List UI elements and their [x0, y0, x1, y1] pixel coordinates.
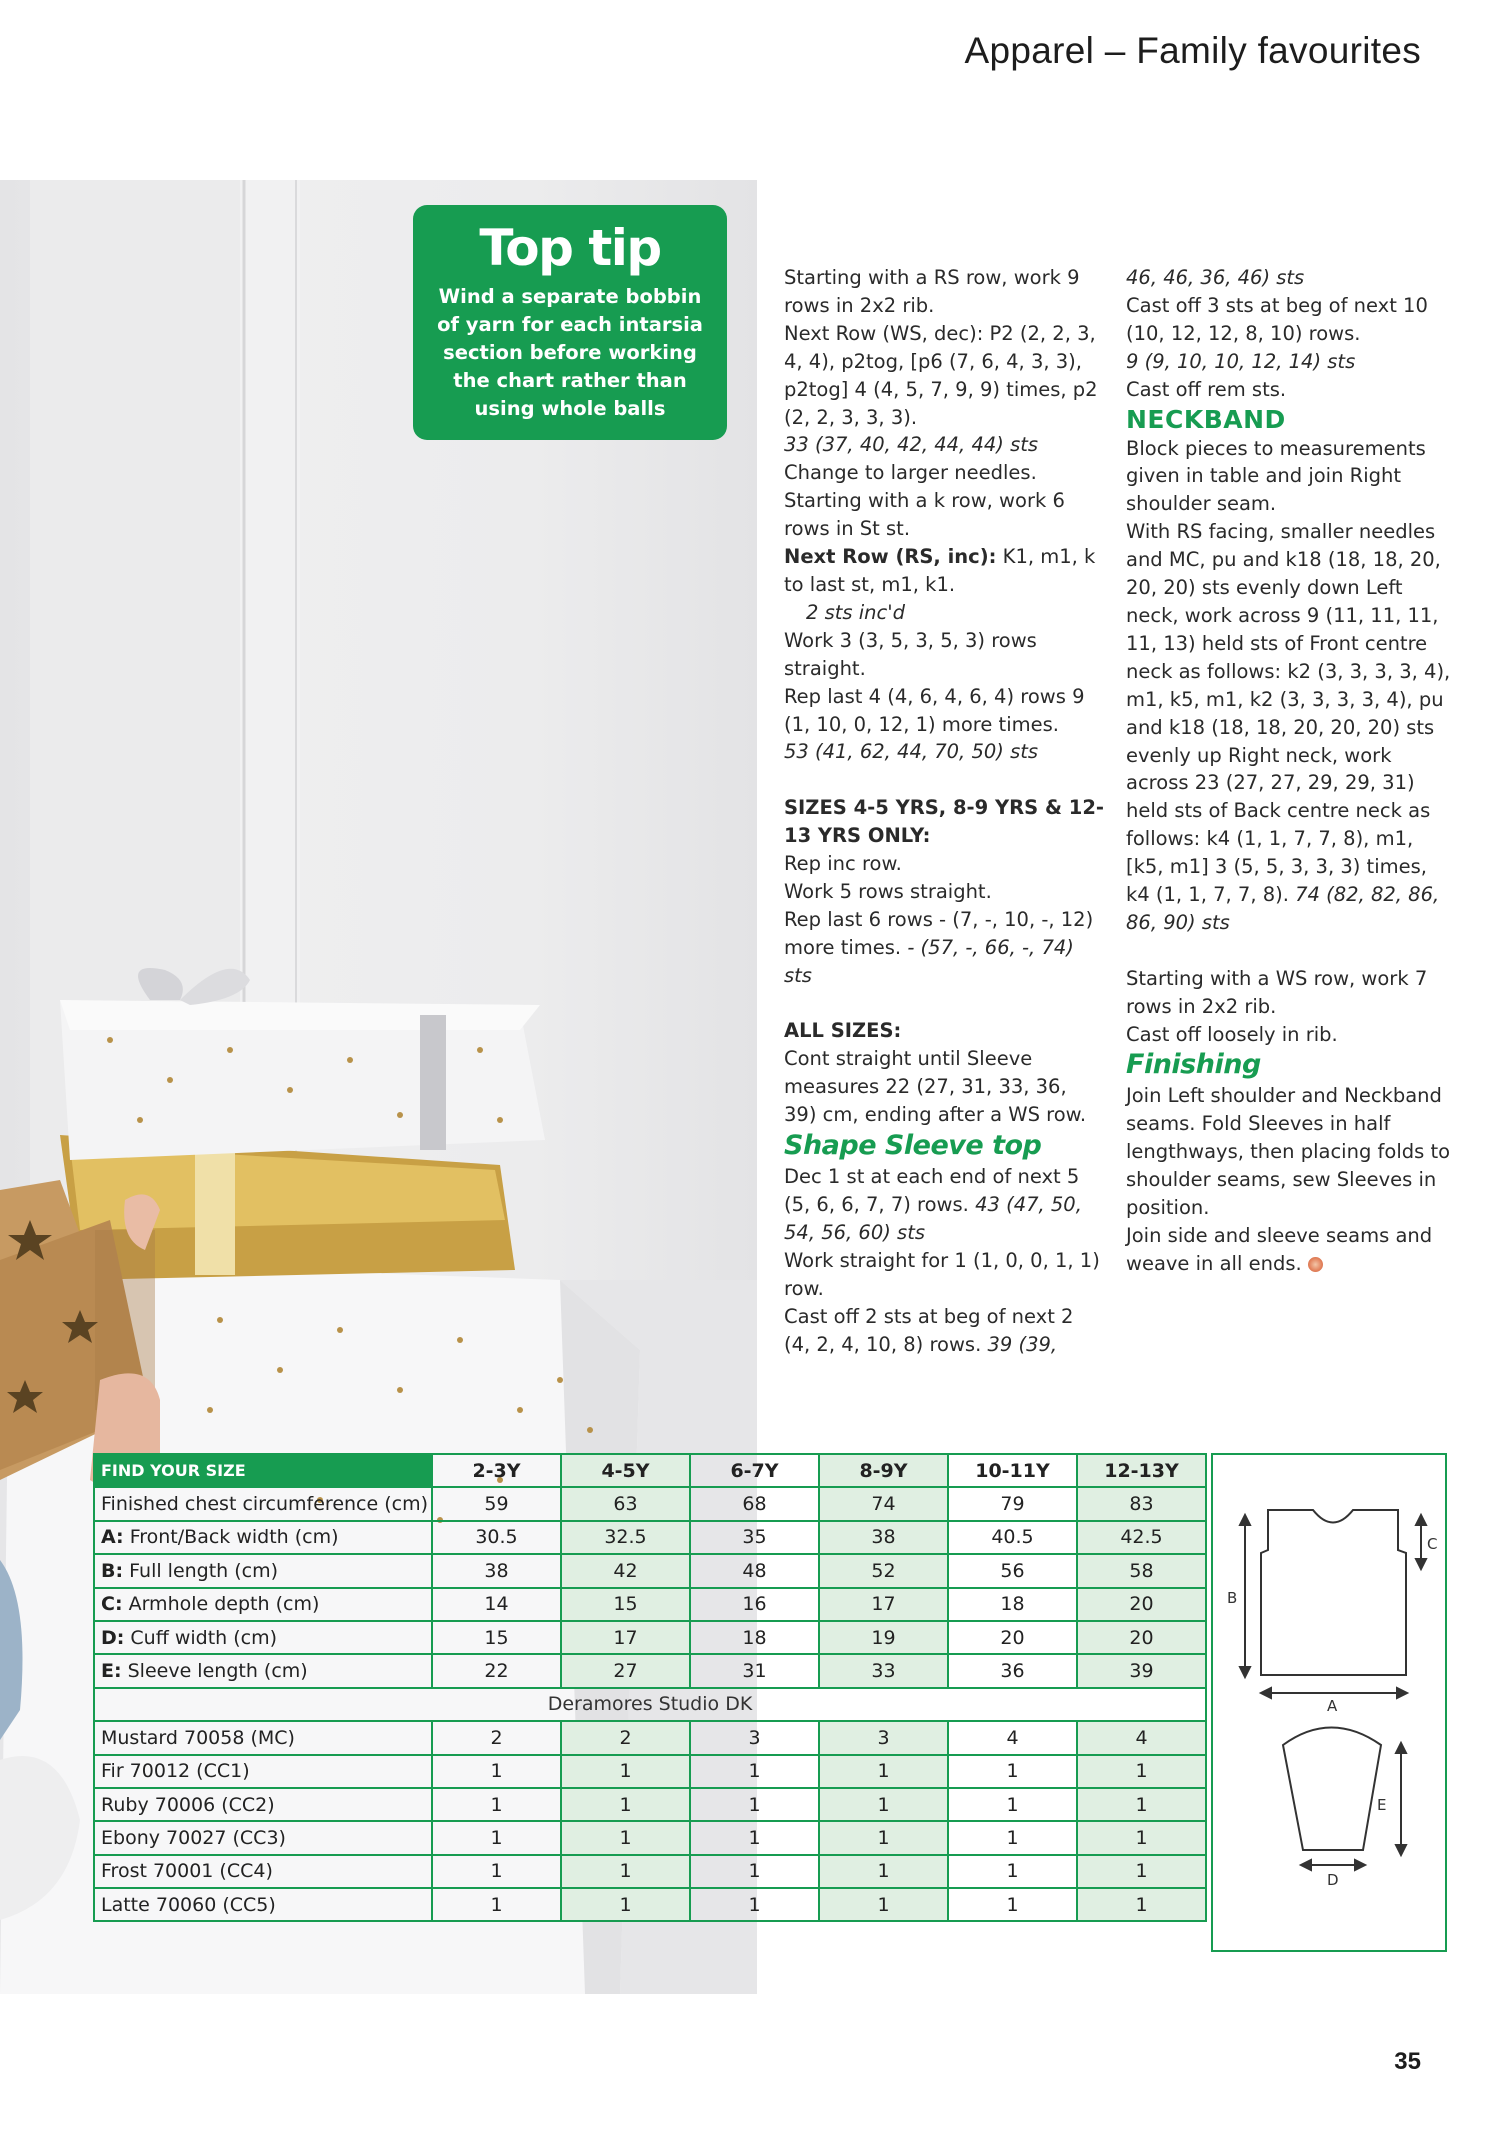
label-a: A — [1327, 1697, 1338, 1715]
measurement-value: 20 — [1077, 1621, 1206, 1654]
measurement-label — [94, 1554, 432, 1587]
measurement-label — [94, 1487, 432, 1520]
measurement-value: 83 — [1077, 1487, 1206, 1520]
section-heading-shape-sleeve: Shape Sleeve top — [784, 1130, 1042, 1162]
measurement-value: 52 — [819, 1554, 948, 1587]
measurement-value: 42.5 — [1077, 1521, 1206, 1554]
measurement-label — [94, 1621, 432, 1654]
section-heading-sizes: SIZES 4-5 YRS, 8-9 YRS & 12-13 YRS ONLY: — [784, 796, 1104, 848]
instruction-text: Work 3 (3, 5, 3, 5, 3) rows straight. — [784, 628, 1037, 680]
measurement-row — [94, 1487, 1206, 1520]
instruction-row — [1126, 1222, 1456, 1278]
measurement-value: 30.5 — [432, 1521, 561, 1554]
yarn-quantity: 1 — [432, 1821, 561, 1854]
stitch-count: 74 (82, 82, 86, 86, 90) sts — [1126, 883, 1440, 934]
garment-schematic — [1211, 1453, 1447, 1952]
section-heading-finishing: Finishing — [1126, 1049, 1261, 1081]
measurement-name: Sleeve length (cm) — [121, 1660, 308, 1683]
measurement-label — [94, 1588, 432, 1621]
yarn-quantity: 1 — [1077, 1755, 1206, 1788]
body-outline — [1261, 1510, 1406, 1675]
yarn-quantity: 1 — [690, 1888, 819, 1921]
instruction-text: Starting with a WS row, work 7 rows in 2x2 rib. — [1126, 966, 1428, 1018]
yarn-quantity: 1 — [690, 1788, 819, 1821]
instruction-text: Cont straight until Sleeve measures 22 (27, 31, 33, 36, 39) cm, ending after a WS row. — [784, 1047, 1087, 1127]
label-e: E — [1377, 1796, 1387, 1814]
measurement-value: 74 — [819, 1487, 948, 1520]
size-header-row — [94, 1454, 1206, 1487]
yarn-quantity: 1 — [819, 1821, 948, 1854]
yarn-quantity: 1 — [948, 1888, 1077, 1921]
instruction-text: Cast off 3 sts at beg of next 10 (10, 12, 12, 8, 10) rows. — [1126, 293, 1428, 345]
measurement-value: 15 — [432, 1621, 561, 1654]
yarn-quantity: 1 — [432, 1755, 561, 1788]
section-heading-all-sizes: ALL SIZES: — [784, 1019, 902, 1043]
yarn-quantity: 1 — [819, 1755, 948, 1788]
size-header-cell: 6-7Y — [690, 1454, 819, 1487]
measurement-label — [94, 1521, 432, 1554]
yarn-quantity: 1 — [948, 1821, 1077, 1854]
yarn-quantity: 1 — [561, 1755, 690, 1788]
instructions-column-2 — [1126, 264, 1456, 1278]
measurement-value: 20 — [948, 1621, 1077, 1654]
measurement-key: C: — [101, 1593, 123, 1616]
measurement-row — [94, 1621, 1206, 1654]
measurement-name: Cuff width (cm) — [124, 1626, 278, 1649]
measurement-value: 36 — [948, 1654, 1077, 1687]
top-tip-box — [413, 205, 727, 440]
size-header-cell: 8-9Y — [819, 1454, 948, 1487]
measurement-value: 15 — [561, 1588, 690, 1621]
measurement-value: 40.5 — [948, 1521, 1077, 1554]
measurement-key: D: — [101, 1626, 125, 1649]
yarn-quantity: 1 — [948, 1755, 1077, 1788]
instruction-text: Rep inc row. — [784, 852, 902, 876]
top-tip-body: Wind a separate bobbin of yarn for each intarsia section before working the chart rather than using whole balls — [437, 285, 703, 420]
yarn-quantity: 1 — [690, 1855, 819, 1888]
measurement-name: Front/Back width (cm) — [123, 1526, 339, 1549]
yarn-quantity: 1 — [1077, 1888, 1206, 1921]
yarn-quantity: 1 — [690, 1755, 819, 1788]
instruction-text: Cast off 2 sts at beg of next 2 (4, 2, 4, 10, 8) rows. — [784, 1304, 1074, 1356]
instruction-text: Work 5 rows straight. — [784, 879, 992, 903]
stitch-count: 43 (47, 50, 54, 56, 60) sts — [784, 1192, 1082, 1244]
instruction-text: Block pieces to measurements given in table and join Right shoulder seam. — [1126, 436, 1426, 516]
yarn-quantity: 1 — [432, 1888, 561, 1921]
label-d: D — [1327, 1871, 1339, 1889]
measurement-value: 17 — [819, 1588, 948, 1621]
yarn-label: Frost 70001 (CC4) — [94, 1855, 432, 1888]
instruction-text: Cast off loosely in rib. — [1126, 1022, 1338, 1046]
yarn-label: Ebony 70027 (CC3) — [94, 1821, 432, 1854]
instruction-text: Cast off rem sts. — [1126, 377, 1287, 401]
yarn-row — [94, 1888, 1206, 1921]
schematic-drawing — [1213, 1455, 1444, 1949]
yarn-row — [94, 1821, 1206, 1854]
yarn-quantity: 1 — [432, 1788, 561, 1821]
header-section: Apparel — [964, 30, 1095, 71]
yarn-quantity: 1 — [819, 1888, 948, 1921]
instruction-text: Join Left shoulder and Neckband seams. Fold Sleeves in half lengthways, then placing folds to shoulder seams, sew Sleeves in position. — [1126, 1084, 1451, 1220]
measurement-row — [94, 1654, 1206, 1687]
instruction-text: Rep last 6 rows - (7, -, 10, -, 12) more times. — [784, 907, 1094, 959]
yarn-title-row — [94, 1688, 1206, 1721]
stitch-count: 33 (37, 40, 42, 44, 44) sts — [784, 433, 1039, 457]
stitch-count: 9 (9, 10, 10, 12, 14) sts — [1126, 349, 1356, 373]
label-b: B — [1227, 1589, 1238, 1607]
measurement-value: 79 — [948, 1487, 1077, 1520]
instruction-text: K1, m1, k to last st, m1, k1. — [784, 545, 1096, 596]
measurement-value: 48 — [690, 1554, 819, 1587]
measurement-row — [94, 1588, 1206, 1621]
instruction-row — [784, 906, 1104, 990]
yarn-label: Fir 70012 (CC1) — [94, 1755, 432, 1788]
measurement-value: 16 — [690, 1588, 819, 1621]
instruction-text: Dec 1 st at each end of next 5 (5, 6, 6, 7, 7) rows. — [784, 1165, 1080, 1216]
instruction-text: Starting with a k row, work 6 rows in St st. — [784, 489, 1065, 541]
yarn-quantity: 1 — [948, 1855, 1077, 1888]
measurement-name: Armhole depth (cm) — [122, 1593, 320, 1616]
section-heading-neckband: NECKBAND — [1126, 404, 1286, 434]
stitch-count: 39 (39, — [981, 1332, 1058, 1356]
measurement-key: A: — [101, 1526, 124, 1549]
size-header-cell: 2-3Y — [432, 1454, 561, 1487]
measurement-value: 18 — [948, 1588, 1077, 1621]
yarn-title: Deramores Studio DK — [94, 1688, 1206, 1721]
yarn-quantity: 1 — [432, 1855, 561, 1888]
instruction-row — [784, 1303, 1104, 1359]
measurement-name: Finished chest circumference (cm) — [101, 1493, 429, 1516]
header-title: Family favourites — [1136, 30, 1421, 71]
yarn-quantity: 1 — [1077, 1855, 1206, 1888]
measurement-value: 35 — [690, 1521, 819, 1554]
yarn-quantity: 3 — [819, 1721, 948, 1754]
size-header-cell: 10-11Y — [948, 1454, 1077, 1487]
measurement-value: 18 — [690, 1621, 819, 1654]
measurement-value: 32.5 — [561, 1521, 690, 1554]
measurement-value: 19 — [819, 1621, 948, 1654]
instruction-row — [784, 1163, 1104, 1247]
instruction-text: Change to larger needles. — [784, 461, 1037, 485]
page-number: 35 — [1394, 2048, 1421, 2075]
measurement-value: 39 — [1077, 1654, 1206, 1687]
yarn-label: Mustard 70058 (MC) — [94, 1721, 432, 1754]
size-header-label: FIND YOUR SIZE — [94, 1454, 432, 1487]
instruction-text: Rep last 4 (4, 6, 4, 6, 4) rows 9 (1, 10, 0, 12, 1) more times. — [784, 684, 1085, 736]
measurement-row — [94, 1521, 1206, 1554]
yarn-quantity: 1 — [561, 1821, 690, 1854]
instruction-row — [1126, 518, 1456, 937]
yarn-quantity: 2 — [432, 1721, 561, 1754]
instruction-text: Join side and sleeve seams and weave in all ends. — [1126, 1223, 1433, 1275]
yarn-label: Ruby 70006 (CC2) — [94, 1788, 432, 1821]
yarn-label: Latte 70060 (CC5) — [94, 1888, 432, 1921]
label-c: C — [1427, 1535, 1438, 1553]
yarn-row — [94, 1855, 1206, 1888]
running-header — [965, 30, 1421, 72]
yarn-quantity: 1 — [1077, 1788, 1206, 1821]
measurement-value: 63 — [561, 1487, 690, 1520]
measurement-key: E: — [101, 1660, 122, 1683]
measurement-value: 20 — [1077, 1588, 1206, 1621]
yarn-quantity: 1 — [561, 1855, 690, 1888]
measurement-value: 58 — [1077, 1554, 1206, 1587]
measurement-label — [94, 1654, 432, 1687]
stitch-count: 46, 46, 36, 46) sts — [1126, 266, 1305, 289]
measurement-value: 14 — [432, 1588, 561, 1621]
measurement-value: 56 — [948, 1554, 1077, 1587]
yarn-quantity: 2 — [561, 1721, 690, 1754]
measurement-value: 59 — [432, 1487, 561, 1520]
yarn-quantity: 1 — [561, 1888, 690, 1921]
instruction-text: Next Row (WS, dec): P2 (2, 2, 3, 4, 4), p2tog, [p6 (7, 6, 4, 3, 3), p2tog] 4 (4, 5, 7, 9, 9) times, p2 (2, 2, 3, 3, 3). — [784, 321, 1098, 429]
measurement-name: Full length (cm) — [123, 1559, 279, 1582]
measurement-key: B: — [101, 1559, 124, 1582]
size-table — [93, 1453, 1207, 1922]
yarn-quantity: 1 — [1077, 1821, 1206, 1854]
size-header-cell: 12-13Y — [1077, 1454, 1206, 1487]
yarn-quantity: 4 — [948, 1721, 1077, 1754]
stitch-count: 2 sts inc'd — [806, 600, 906, 624]
end-marker-icon — [1308, 1257, 1323, 1272]
top-tip-title: Top tip — [479, 219, 661, 277]
measurement-value: 27 — [561, 1654, 690, 1687]
measurement-value: 22 — [432, 1654, 561, 1687]
yarn-row — [94, 1755, 1206, 1788]
yarn-quantity: 1 — [561, 1788, 690, 1821]
yarn-quantity: 1 — [690, 1821, 819, 1854]
instruction-row — [784, 543, 1104, 599]
measurement-value: 17 — [561, 1621, 690, 1654]
measurement-value: 38 — [432, 1554, 561, 1587]
stitch-count: - (57, -, 66, -, 74) sts — [784, 935, 1074, 987]
measurement-value: 68 — [690, 1487, 819, 1520]
instruction-text: Starting with a RS row, work 9 rows in 2x2 rib. — [784, 266, 1080, 317]
yarn-quantity: 3 — [690, 1721, 819, 1754]
header-dash: – — [1104, 30, 1126, 71]
row-heading: Next Row (RS, inc): — [784, 545, 997, 569]
measurement-value: 33 — [819, 1654, 948, 1687]
yarn-quantity: 4 — [1077, 1721, 1206, 1754]
yarn-quantity: 1 — [948, 1788, 1077, 1821]
measurement-value: 38 — [819, 1521, 948, 1554]
instructions-column-1 — [784, 264, 1104, 1358]
yarn-quantity: 1 — [819, 1855, 948, 1888]
size-header-cell: 4-5Y — [561, 1454, 690, 1487]
yarn-row — [94, 1721, 1206, 1754]
instruction-text: With RS facing, smaller needles and MC, pu and k18 (18, 18, 20, 20, 20) sts evenly down Left neck, work across 9 (11, 11, 11, 11, 13) held sts of Front centre neck as follows: k2 (3, 3, 3, 3, 4), m1, k5, m1, k2 (3, 3, 3, 3, 4), pu and k18 (18, 18, 20, 20, 20) sts evenly up Right neck, work across 23 (27, 27, 29, 29, 31) held sts of Back centre neck as follows: k4 (1, 1, 7, 7, 8), m1, [k5, m1] 3 (5, 5, 3, 3, 3) times, k4 (1, 1, 7, 7, 8). — [1126, 520, 1451, 907]
measurement-value: 42 — [561, 1554, 690, 1587]
measurement-row — [94, 1554, 1206, 1587]
measurement-value: 31 — [690, 1654, 819, 1687]
yarn-quantity: 1 — [819, 1788, 948, 1821]
sleeve-outline — [1283, 1728, 1381, 1851]
stitch-count: 53 (41, 62, 44, 70, 50) sts — [784, 740, 1039, 764]
instruction-text: Work straight for 1 (1, 0, 0, 1, 1) row. — [784, 1248, 1100, 1300]
yarn-row — [94, 1788, 1206, 1821]
